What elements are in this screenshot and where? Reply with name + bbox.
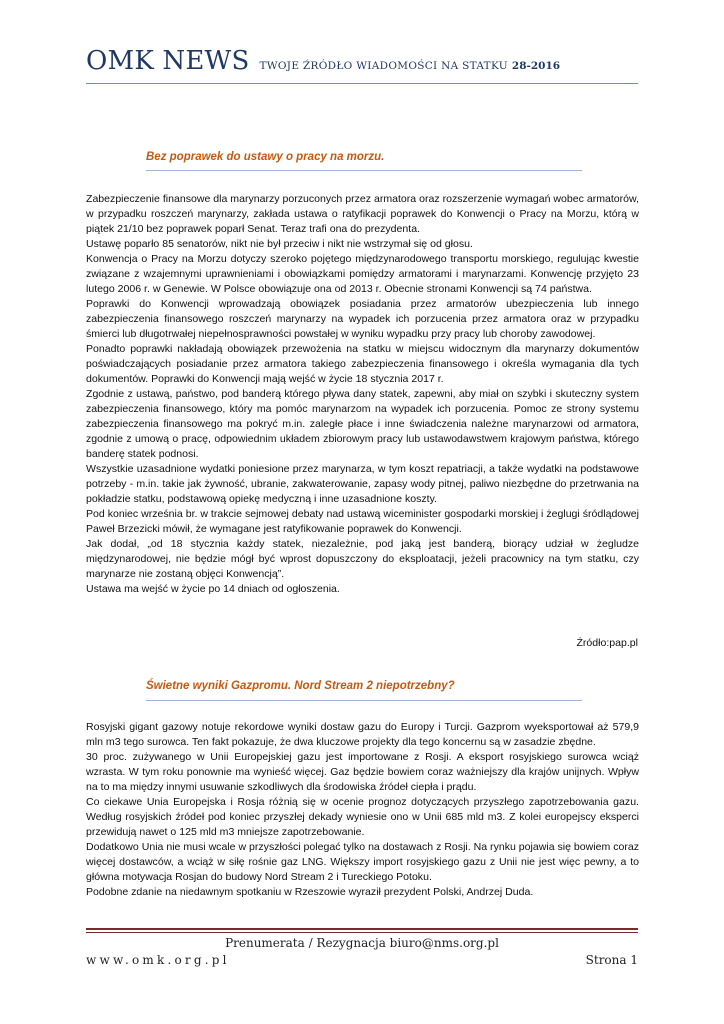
article1-body [86, 192, 639, 597]
article2-title-divider [146, 700, 582, 701]
article1-title-divider [146, 170, 582, 171]
issue-number: 28-2016 [511, 60, 561, 72]
article2-paragraph: Podobne zdanie na niedawnym spotkaniu w Rzeszowie wyraził prezydent Polski, Andrzej Duda. [86, 886, 534, 898]
article1-paragraph: Zgodnie z ustawą, państwo, pod banderą którego pływa dany statek, zapewni, aby miał on szybki i skuteczny system zabezpieczenia finansowego, który ma pomóc marynarzom na wypadek ich porzucenia. Pomoc ze strony systemu zabezpieczenia finansowego ma pokryć m.in. zaległe płace i inne świadczenia należne marynarzowi od armatora, zgodnie z umową o pracę, odpowiednim układem zbiorowym pracy lub ustawodawstwem krajowym państwa, którego banderę statek podnosi. [86, 388, 639, 460]
masthead-divider [86, 83, 638, 84]
article2-body [86, 720, 639, 900]
article1-paragraph: Zabezpieczenie finansowe dla marynarzy porzuconych przez armatora oraz rozszerzenie wymagań wobec armatorów, w przypadku roszczeń marynarzy, zakłada ustawa o ratyfikacji poprawek do Konwencji o Pracy na Morzu, którą w piątek 21/10 bez poprawek poparł Senat. Teraz trafi ona do prezydenta. [86, 193, 639, 235]
article2-title: Świetne wyniki Gazpromu. Nord Stream 2 niepotrzebny? [146, 680, 455, 692]
article1-paragraph: Poprawki do Konwencji wprowadzają obowiązek posiadania przez armatorów ubezpieczenia lub innego zabezpieczenia finansowego roszczeń marynarzy na wypadek ich porzucenia przez armatora oraz w przypadku śmierci lub długotrwałej niepełnosprawności powstałej w wyniku wypadku przy pracy lub choroby zawodowej. [86, 298, 639, 340]
article1-paragraph: Ustawę poparło 85 senatorów, nikt nie był przeciw i nikt nie wstrzymał się od głosu. [86, 238, 473, 250]
footer-divider-thin [86, 932, 638, 933]
website-link[interactable]: www.omk.org.pl [86, 953, 230, 967]
footer-divider [86, 928, 638, 930]
article1-source: Źródło:pap.pl [576, 637, 638, 649]
article2-paragraph: 30 proc. zużywanego w Unii Europejskiej gazu jest importowane z Rosji. A eksport rosyjskiego surowca wciąż wzrasta. W tym roku ponownie ma wynieść więcej. Gaz będzie bowiem coraz ważniejszy dla krajów unijnych. Wpływ na to ma między innymi usuwanie szkodliwych dla środowiska źródeł ciepła i prądu. [86, 751, 639, 793]
article2-paragraph: Rosyjski gigant gazowy notuje rekordowe wyniki dostaw gazu do Europy i Turcji. Gazprom wyeksportował aż 579,9 mln m3 tego surowca. Ten fakt pokazuje, że dwa kluczowe projekty dla tego koncernu są w zasadzie zbędne. [86, 721, 639, 748]
newsletter-subtitle: TWOJE ŹRÓDŁO WIADOMOŚCI NA STATKU [259, 60, 508, 72]
subscription-info: Prenumerata / Rezygnacja biuro@nms.org.pl [225, 936, 499, 950]
article1-paragraph: Wszystkie uzasadnione wydatki poniesione przez marynarza, w tym koszt repatriacji, a także wydatki na podstawowe potrzeby - m.in. takie jak żywność, ubranie, zakwaterowanie, zapasy wody pitnej, paliwo niezbędne do przetrwania na pokładzie statku, podstawową opiekę medyczną i inne uzasadnione koszty. [86, 463, 639, 505]
newsletter-title: OMK NEWS [86, 46, 250, 76]
article1-paragraph: Konwencja o Pracy na Morzu dotyczy szeroko pojętego międzynarodowego transportu morskiego, regulując kwestie związane z wzajemnymi uprawnieniami i obowiązkami pomiędzy armatorami i marynarzami. Konwencję przyjęto 23 lutego 2006 r. w Genewie. W Polsce obowiązuje ona od 2013 r. Obecnie stronami Konwencji są 74 państwa. [86, 253, 639, 295]
article1-paragraph: Ponadto poprawki nakładają obowiązek przewożenia na statku w miejscu widocznym dla marynarzy dokumentów poświadczających posiadanie przez armatora takiego zabezpieczenia finansowego i określa wymagania dla tych dokumentów. Poprawki do Konwencji mają wejść w życie 18 stycznia 2017 r. [86, 343, 639, 385]
article2-paragraph: Dodatkowo Unia nie musi wcale w przyszłości polegać tylko na dostawach z Rosji. Na rynku pojawia się bowiem coraz więcej dostawców, a wciąż w siłę rośnie gaz LNG. Większy import rosyjskiego gazu z Unii nie jest więc pewny, a to główna motywacja Rosjan do budowy Nord Stream 2 i Tureckiego Potoku. [86, 841, 639, 883]
article1-title: Bez poprawek do ustawy o pracy na morzu. [146, 151, 385, 163]
article2-paragraph: Co ciekawe Unia Europejska i Rosja różnią się w ocenie prognoz dotyczących przyszłego zapotrzebowania gazu. Według rosyjskich źródeł pod koniec przyszłej dekady wyniesie ono w Unii 685 mld m3. Z kolei europejscy eksperci przewidują nawet o 125 mld m3 mniejsze zapotrzebowanie. [86, 796, 639, 838]
article1-paragraph: Pod koniec września br. w trakcie sejmowej debaty nad ustawą wiceminister gospodarki morskiej i żeglugi śródlądowej Paweł Brzezicki mówił, że wymagane jest ratyfikowanie poprawek do Konwencji. [86, 508, 639, 535]
masthead [86, 46, 638, 82]
article1-paragraph: Jak dodał, „od 18 stycznia każdy statek, niezależnie, pod jaką jest banderą, biorący udział w żegludze międzynarodowej, nie będzie mógł być wprost dopuszczony do eksploatacji, jeżeli pracownicy na tym statku, czy marynarze nie zostaną objęci Konwencją”. [86, 538, 639, 580]
page-number: Strona 1 [585, 953, 638, 967]
article1-paragraph: Ustawa ma wejść w życie po 14 dniach od ogłoszenia. [86, 583, 340, 595]
